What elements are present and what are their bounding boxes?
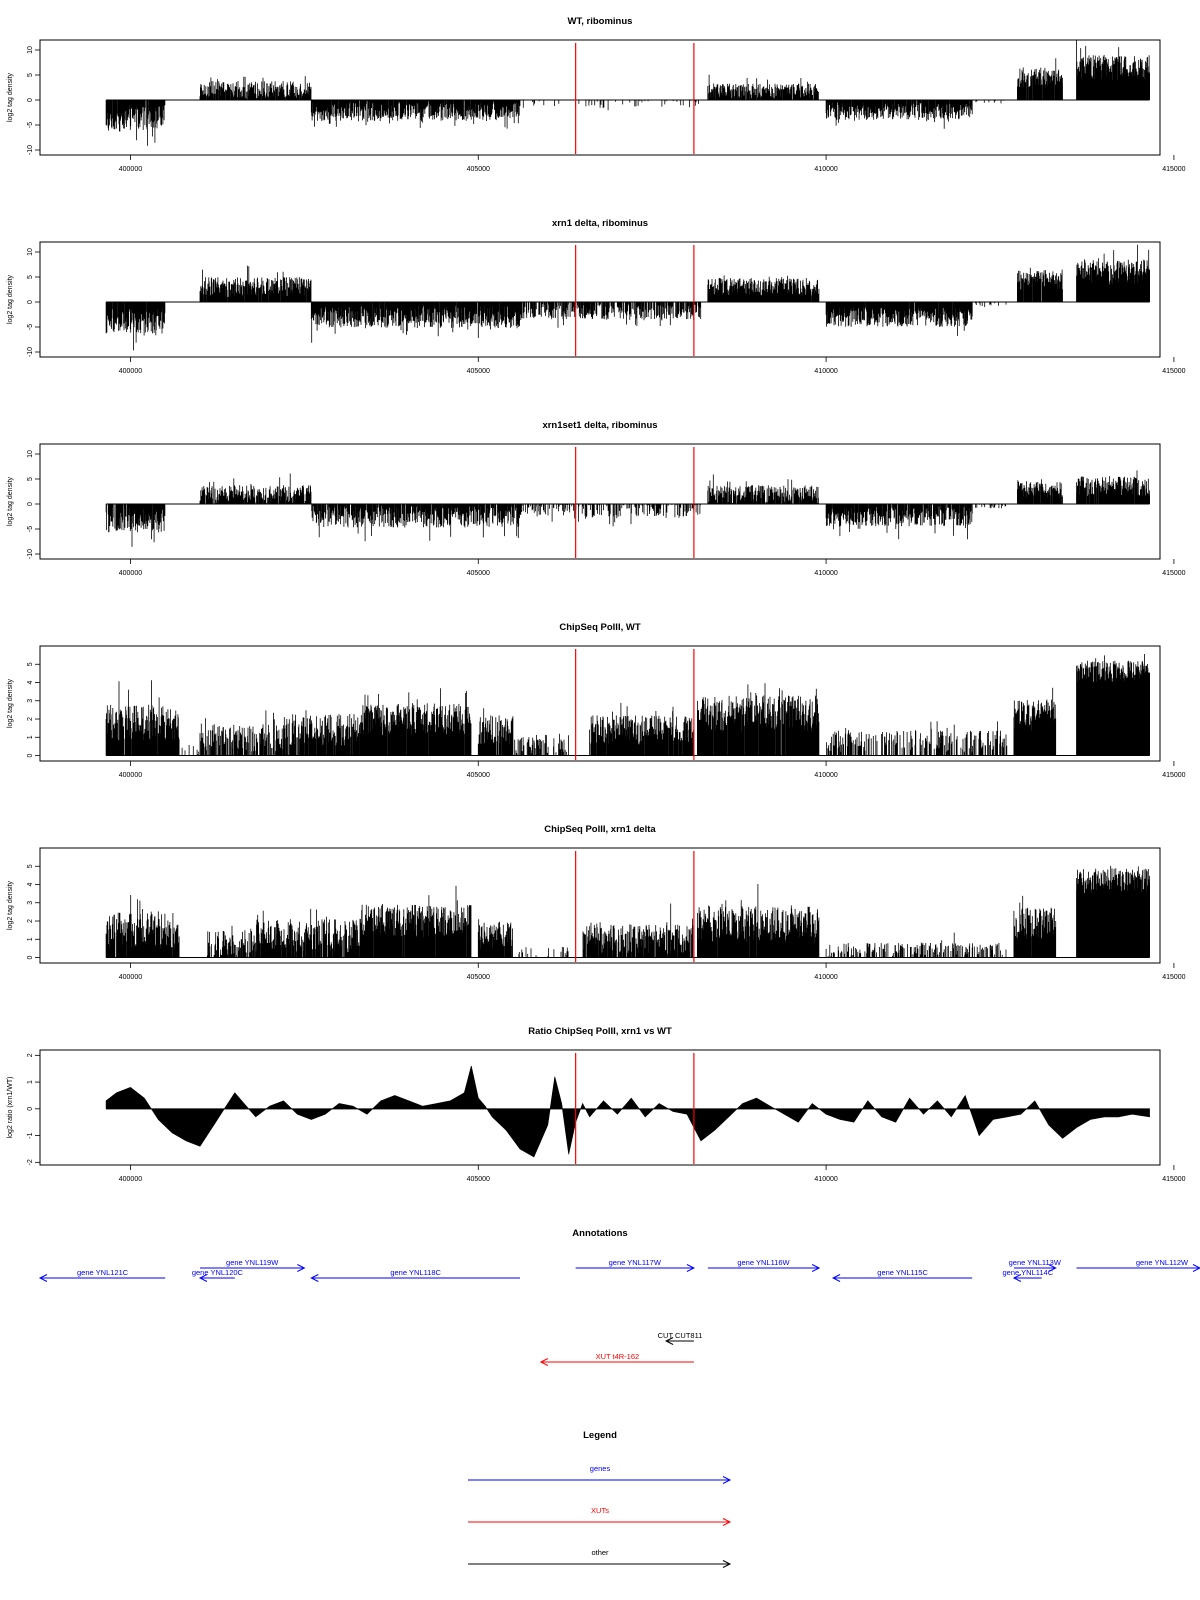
- y-tick-label: -10: [27, 346, 34, 358]
- signal-segment: [520, 302, 701, 328]
- plot-area: [106, 1066, 1150, 1157]
- x-tick-label: 415000: [1162, 166, 1186, 173]
- y-tick-label: 0: [27, 502, 34, 506]
- signal-segment: [1077, 470, 1150, 504]
- signal-segment: [590, 703, 694, 756]
- x-tick-label: 405000: [466, 570, 490, 577]
- x-tick-label: 415000: [1162, 772, 1186, 779]
- signal-segment: [515, 947, 568, 958]
- signal-segment: [1077, 654, 1150, 756]
- signal-segment: [311, 100, 520, 129]
- signal-segment: [583, 904, 693, 958]
- y-tick-label: -1: [27, 1132, 34, 1139]
- x-tick-label: 415000: [1162, 974, 1186, 981]
- feature-label: gene YNL119W: [226, 1258, 279, 1267]
- signal-segment: [106, 895, 179, 958]
- x-tick-label: 400000: [118, 368, 143, 375]
- x-tick-label: 410000: [814, 974, 838, 981]
- feature-label: XUT t4R-162: [595, 1352, 640, 1361]
- signal-bars: [106, 866, 1150, 958]
- chart-panel-3: [7, 420, 1186, 577]
- signal-segment: [312, 504, 520, 541]
- signal-segment: [1077, 866, 1150, 958]
- y-tick-label: -10: [27, 144, 34, 156]
- legend-arrow: [468, 1561, 730, 1568]
- signal-segment: [697, 884, 819, 958]
- feature-label: gene YNL112W: [1135, 1258, 1189, 1267]
- x-tick-label: 400000: [118, 570, 143, 577]
- legend-panel: [468, 1430, 730, 1568]
- y-tick-label: 0: [27, 300, 34, 304]
- signal-segment: [976, 100, 1004, 103]
- x-tick-label: 400000: [118, 974, 143, 981]
- signal-segment: [708, 75, 819, 100]
- signal-segment: [179, 745, 199, 756]
- y-axis-label: log2 tag density: [7, 880, 14, 931]
- chart-panel-1: [7, 16, 1186, 173]
- y-tick-label: -5: [27, 525, 34, 533]
- signal-bars: [106, 39, 1150, 146]
- signal-segment: [1017, 479, 1062, 504]
- signal-segment: [826, 302, 972, 336]
- signal-segment: [976, 302, 1007, 307]
- signal-segment: [976, 504, 1006, 508]
- y-tick-label: 1: [27, 735, 34, 740]
- legend-arrow: [468, 1519, 730, 1526]
- legend-label: other: [591, 1548, 609, 1557]
- x-tick-label: 410000: [814, 772, 838, 779]
- chart-panel-5: [7, 824, 1186, 981]
- chart-title: ChipSeq PolII, xrn1 delta: [544, 824, 656, 835]
- signal-segment: [106, 100, 165, 146]
- y-tick-label: -2: [27, 1159, 34, 1166]
- feature-label: gene YNL116W: [737, 1258, 790, 1267]
- x-tick-label: 405000: [466, 772, 490, 779]
- x-tick-label: 405000: [466, 974, 490, 981]
- plot-area: [106, 39, 1150, 146]
- y-tick-label: -5: [27, 323, 34, 331]
- y-tick-label: 0: [27, 98, 34, 102]
- feature-label: gene YNL117W: [608, 1258, 661, 1267]
- legend-title: Legend: [583, 1430, 617, 1441]
- signal-segment: [200, 710, 284, 755]
- signal-segment: [826, 504, 972, 539]
- y-axis-label: log2 tag density: [7, 72, 14, 123]
- signal-segment: [1017, 268, 1062, 302]
- ratio-area: [106, 1066, 1150, 1157]
- x-tick-label: 410000: [814, 570, 838, 577]
- chart-panel-6: [7, 1026, 1186, 1183]
- legend-arrow: [468, 1477, 730, 1484]
- y-tick-label: 1: [27, 937, 34, 942]
- y-tick-label: 5: [27, 477, 34, 481]
- signal-segment: [200, 266, 311, 302]
- signal-segment: [826, 100, 972, 129]
- signal-segment: [478, 919, 512, 957]
- feature-label: gene YNL115C: [877, 1268, 928, 1277]
- y-tick-label: 4: [27, 882, 34, 887]
- y-tick-label: 0: [27, 753, 34, 758]
- signal-bars: [106, 470, 1150, 547]
- y-tick-label: 2: [27, 919, 34, 923]
- x-tick-label: 400000: [118, 772, 143, 779]
- chart-title: ChipSeq PolII, WT: [559, 622, 641, 633]
- signal-segment: [697, 683, 819, 755]
- signal-segment: [513, 734, 569, 756]
- signal-segment: [360, 886, 471, 958]
- x-tick-label: 415000: [1162, 570, 1186, 577]
- y-tick-label: 2: [27, 1053, 34, 1058]
- y-tick-label: 2: [27, 717, 34, 721]
- chart-panel-4: [7, 622, 1186, 779]
- signal-segment: [106, 302, 165, 350]
- signal-segment: [311, 302, 519, 343]
- signal-segment: [284, 710, 360, 755]
- signal-segment: [708, 475, 819, 505]
- legend-label: genes: [589, 1464, 611, 1473]
- x-tick-label: 415000: [1162, 1176, 1186, 1183]
- signal-bars: [106, 654, 1150, 756]
- y-tick-label: 3: [27, 900, 34, 905]
- x-tick-label: 400000: [118, 1176, 143, 1183]
- y-axis-label: log2 tag density: [7, 274, 14, 325]
- y-tick-label: 10: [27, 46, 34, 54]
- signal-segment: [200, 474, 311, 505]
- y-tick-label: -5: [27, 121, 34, 129]
- x-tick-label: 410000: [814, 1176, 838, 1183]
- chart-title: xrn1 delta, ribominus: [551, 218, 649, 229]
- signal-segment: [200, 76, 311, 100]
- y-tick-label: 4: [27, 680, 34, 685]
- y-tick-label: 0: [27, 955, 34, 960]
- y-tick-label: 10: [27, 248, 34, 256]
- y-tick-label: 0: [27, 1106, 34, 1111]
- y-tick-label: 1: [27, 1080, 34, 1085]
- feature-label: CUT CUT811: [657, 1331, 703, 1340]
- y-tick-label: 3: [27, 698, 34, 703]
- feature-label: gene YNL118C: [390, 1268, 441, 1277]
- chart-title: WT, ribominus: [567, 16, 633, 27]
- signal-segment: [1077, 245, 1150, 302]
- x-tick-label: 405000: [466, 166, 490, 173]
- signal-segment: [826, 933, 1006, 958]
- x-tick-label: 405000: [466, 1176, 490, 1183]
- feature-label: gene YNL113W: [1008, 1258, 1061, 1267]
- plot-area: [106, 654, 1150, 756]
- signal-segment: [207, 926, 255, 958]
- feature-label: gene YNL120C: [191, 1268, 243, 1277]
- y-axis-label: log2 ratio (xrn1/WT): [7, 1076, 14, 1139]
- y-tick-label: 5: [27, 864, 34, 869]
- y-axis-label: log2 tag density: [7, 476, 14, 527]
- signal-segment: [106, 504, 165, 547]
- plot-area: [106, 245, 1150, 351]
- signal-segment: [827, 721, 1007, 755]
- annotations-panel: [40, 1228, 1200, 1366]
- signal-bars: [106, 245, 1150, 351]
- x-tick-label: 415000: [1162, 368, 1186, 375]
- y-axis-label: log2 tag density: [7, 678, 14, 729]
- y-tick-label: 10: [27, 450, 34, 458]
- feature-label: gene YNL121C: [77, 1268, 129, 1277]
- signal-segment: [708, 275, 819, 302]
- y-tick-label: 5: [27, 275, 34, 279]
- signal-segment: [523, 100, 698, 110]
- y-tick-label: 5: [27, 73, 34, 77]
- signal-segment: [520, 504, 700, 526]
- plot-area: [106, 470, 1150, 547]
- signal-segment: [1014, 688, 1056, 756]
- signal-segment: [1017, 58, 1062, 100]
- feature-label: gene YNL114C: [1002, 1268, 1054, 1277]
- signal-segment: [106, 680, 179, 755]
- signal-segment: [478, 708, 513, 755]
- chart-title: xrn1set1 delta, ribominus: [542, 420, 658, 431]
- plot-area: [106, 866, 1150, 958]
- y-tick-label: 5: [27, 662, 34, 667]
- signal-segment: [360, 688, 471, 755]
- signal-segment: [1014, 896, 1056, 958]
- legend-label: XUTs: [591, 1506, 609, 1515]
- chart-title: Ratio ChipSeq PolII, xrn1 vs WT: [528, 1026, 672, 1037]
- x-tick-label: 410000: [814, 368, 838, 375]
- x-tick-label: 400000: [118, 166, 143, 173]
- signal-segment: [1077, 39, 1150, 100]
- x-tick-label: 410000: [814, 166, 838, 173]
- y-tick-label: -10: [27, 548, 34, 560]
- annotations-title: Annotations: [572, 1228, 628, 1239]
- chart-panel-2: [7, 218, 1186, 375]
- x-tick-label: 405000: [466, 368, 490, 375]
- signal-segment: [256, 909, 359, 958]
